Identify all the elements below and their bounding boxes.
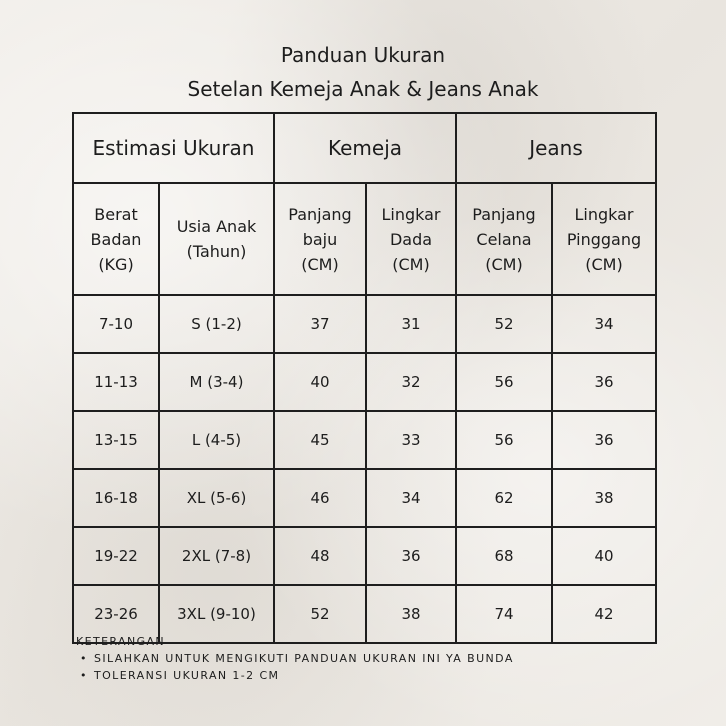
table-row	[73, 469, 656, 527]
table-column-header-row	[73, 183, 656, 295]
cell-berat: 16-18	[73, 469, 159, 527]
cell-lingkar-dada: 33	[366, 411, 456, 469]
table-row	[73, 411, 656, 469]
cell-berat: 11-13	[73, 353, 159, 411]
column-header-lingkar-pinggang: Lingkar Pinggang (CM)	[552, 183, 656, 295]
cell-panjang-celana: 52	[456, 295, 552, 353]
cell-lingkar-dada: 36	[366, 527, 456, 585]
cell-lingkar-pinggang: 34	[552, 295, 656, 353]
cell-panjang-celana: 56	[456, 353, 552, 411]
column-header-usia-anak: Usia Anak (Tahun)	[159, 183, 274, 295]
column-header-panjang-baju: Panjang baju (CM)	[274, 183, 366, 295]
cell-usia: 2XL (7-8)	[159, 527, 274, 585]
cell-usia: 3XL (9-10)	[159, 585, 274, 643]
table-group-header-row	[73, 113, 656, 183]
cell-panjang-baju: 46	[274, 469, 366, 527]
page-title: Panduan Ukuran	[280, 43, 446, 67]
cell-berat: 23-26	[73, 585, 159, 643]
cell-berat: 13-15	[73, 411, 159, 469]
cell-panjang-baju: 37	[274, 295, 366, 353]
note-text: SILAHKAN UNTUK MENGIKUTI PANDUAN UKURAN INI YA BUNDA	[94, 652, 514, 665]
cell-usia: M (3-4)	[159, 353, 274, 411]
cell-lingkar-pinggang: 40	[552, 527, 656, 585]
note-item	[76, 667, 514, 684]
note-item	[76, 650, 514, 667]
table-row	[73, 527, 656, 585]
notes-heading: KETERANGAN	[76, 635, 166, 648]
table-row	[73, 295, 656, 353]
table-row	[73, 353, 656, 411]
cell-lingkar-pinggang: 36	[552, 353, 656, 411]
cell-panjang-celana: 62	[456, 469, 552, 527]
cell-usia: XL (5-6)	[159, 469, 274, 527]
cell-lingkar-dada: 34	[366, 469, 456, 527]
notes-section	[76, 633, 514, 684]
cell-panjang-celana: 74	[456, 585, 552, 643]
bullet-icon: •	[80, 652, 88, 665]
cell-panjang-celana: 56	[456, 411, 552, 469]
cell-lingkar-pinggang: 42	[552, 585, 656, 643]
group-header-kemeja: Kemeja	[274, 113, 456, 183]
cell-lingkar-dada: 32	[366, 353, 456, 411]
group-header-estimasi: Estimasi Ukuran	[73, 113, 274, 183]
cell-berat: 19-22	[73, 527, 159, 585]
cell-lingkar-dada: 38	[366, 585, 456, 643]
cell-lingkar-pinggang: 38	[552, 469, 656, 527]
cell-usia: L (4-5)	[159, 411, 274, 469]
cell-panjang-baju: 52	[274, 585, 366, 643]
size-chart-table	[72, 112, 657, 644]
bullet-icon: •	[80, 669, 88, 682]
page-subtitle: Setelan Kemeja Anak & Jeans Anak	[187, 77, 539, 101]
cell-panjang-celana: 68	[456, 527, 552, 585]
cell-lingkar-dada: 31	[366, 295, 456, 353]
cell-panjang-baju: 45	[274, 411, 366, 469]
column-header-berat-badan: Berat Badan (KG)	[73, 183, 159, 295]
cell-usia: S (1-2)	[159, 295, 274, 353]
column-header-lingkar-dada: Lingkar Dada (CM)	[366, 183, 456, 295]
cell-panjang-baju: 48	[274, 527, 366, 585]
cell-berat: 7-10	[73, 295, 159, 353]
column-header-panjang-celana: Panjang Celana (CM)	[456, 183, 552, 295]
group-header-jeans: Jeans	[456, 113, 656, 183]
cell-panjang-baju: 40	[274, 353, 366, 411]
note-text: TOLERANSI UKURAN 1-2 CM	[94, 669, 280, 682]
cell-lingkar-pinggang: 36	[552, 411, 656, 469]
